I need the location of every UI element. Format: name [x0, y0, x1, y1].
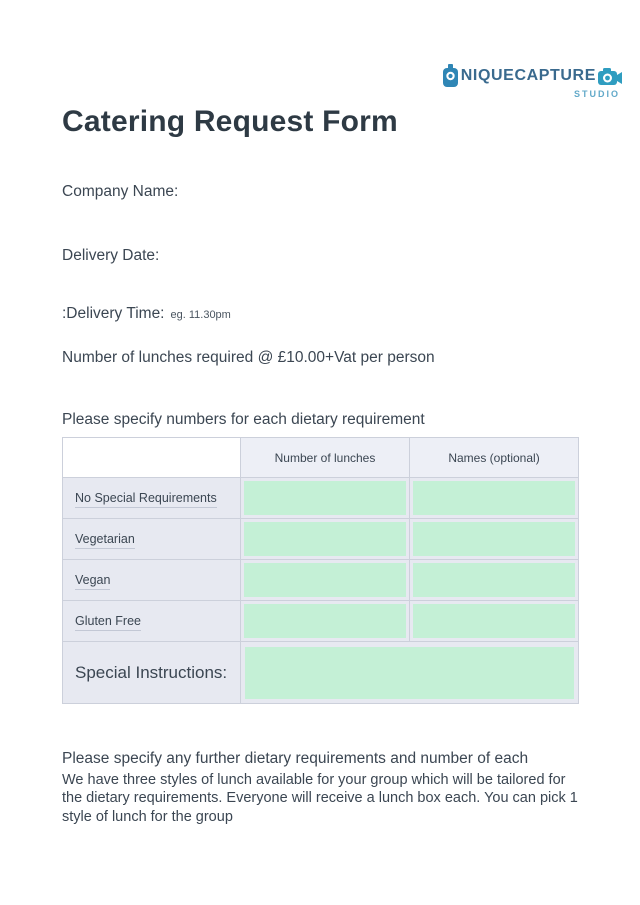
input-cell-names-vegan[interactable]: [413, 563, 575, 597]
row-label-no-special: [63, 478, 241, 519]
row-label-gluten-free: [63, 601, 241, 642]
header-names-optional: Names (optional): [410, 438, 579, 478]
input-cell-lunches-vegetarian[interactable]: [244, 522, 406, 556]
table-row: [63, 519, 579, 560]
company-name-label: Company Name:: [62, 183, 179, 200]
input-cell-lunches-no-special[interactable]: [244, 481, 406, 515]
studio-label: STUDIO: [573, 89, 620, 99]
special-instructions-input[interactable]: [245, 647, 574, 699]
row-label-text: Vegetarian: [75, 532, 135, 549]
delivery-date-label: Delivery Date:: [62, 247, 160, 264]
input-cell-lunches-vegan[interactable]: [244, 563, 406, 597]
input-cell-names-gluten-free[interactable]: [413, 604, 575, 638]
u-padlock-icon: [442, 64, 459, 88]
footer-body: We have three styles of lunch available for your group which will be tailored for the dietary requirements. Everyone will receive a lunch box each. You can pick 1 style of lunch for the group: [62, 772, 578, 825]
input-cell-lunches-gluten-free[interactable]: [244, 604, 406, 638]
page-title: Catering Request Form: [62, 105, 398, 138]
delivery-time-label: :Delivery Time:: [62, 305, 165, 322]
delivery-time-hint: eg. 11.30pm: [170, 309, 231, 321]
header-blank-cell: [63, 438, 241, 478]
lunch-count-label: Number of lunches required @ £10.00+Vat per person: [62, 349, 435, 366]
special-instructions-label: Special Instructions:: [63, 642, 241, 704]
dietary-table: [62, 437, 579, 704]
row-label-text: Vegan: [75, 573, 110, 590]
table-row: [63, 478, 579, 519]
table-header-row: [63, 438, 579, 478]
delivery-time-row: [62, 305, 578, 323]
logo: [442, 64, 622, 99]
dietary-intro: Please specify numbers for each dietary requirement: [62, 411, 425, 428]
row-label-text: Gluten Free: [75, 614, 141, 631]
row-label-vegan: [63, 560, 241, 601]
brand-name: NIQUECAPTURE: [460, 67, 596, 84]
special-instructions-row: [63, 642, 579, 704]
camera-icon: [598, 68, 622, 85]
footer-lead: Please specify any further dietary requirements and number of each: [62, 750, 529, 767]
table-row: [63, 560, 579, 601]
header-number-of-lunches: Number of lunches: [241, 438, 410, 478]
table-row: [63, 601, 579, 642]
input-cell-names-no-special[interactable]: [413, 481, 575, 515]
row-label-vegetarian: [63, 519, 241, 560]
footer-notes: [62, 750, 582, 826]
input-cell-names-vegetarian[interactable]: [413, 522, 575, 556]
row-label-text: No Special Requirements: [75, 491, 217, 508]
